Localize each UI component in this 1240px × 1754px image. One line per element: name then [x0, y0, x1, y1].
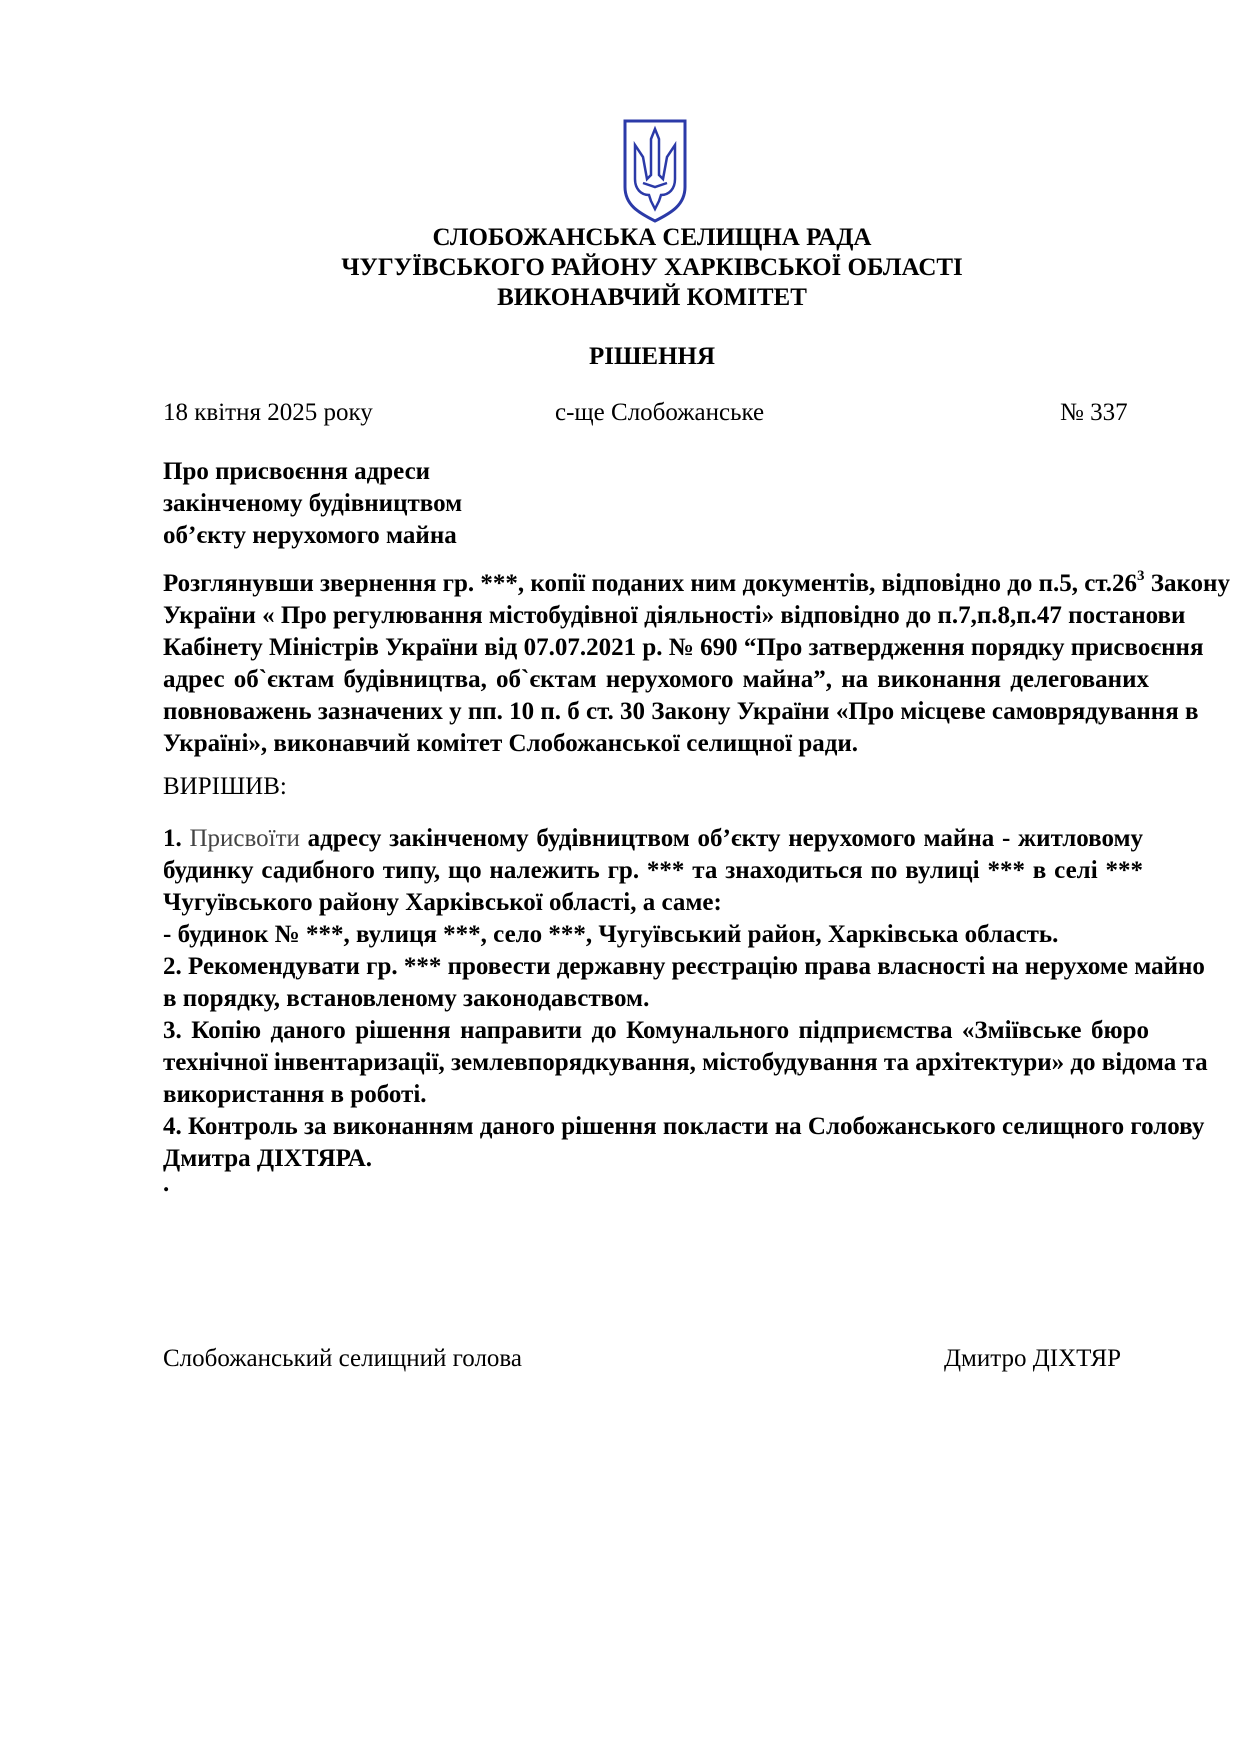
item-text: адресу закінченому будівництвом об’єкту нерухомого майна - житловому — [299, 825, 1144, 852]
preamble-line: Україні», виконавчий комітет Слобожанської селищної ради. — [163, 730, 859, 757]
item-number: 1. — [163, 825, 190, 852]
preamble-line: повноважень зазначених у пп. 10 п. б ст. 30 Закону України «Про місцеве самоврядування в — [163, 698, 1199, 725]
item-line — [163, 823, 1143, 855]
decision-place: с-ще Слобожанське — [555, 399, 765, 426]
item-line: - будинок № ***, вулиця ***, село ***, Чугуївський район, Харківська область. — [163, 921, 1059, 948]
decision-date: 18 квітня 2025 року — [163, 399, 373, 426]
decision-items — [163, 823, 1208, 1175]
item-line: технічної інвентаризації, землевпорядкування, містобудування та архітектури» до відома та — [163, 1049, 1208, 1076]
item-line: в порядку, встановленому законодавством. — [163, 985, 650, 1012]
item-line: 4. Контроль за виконанням даного рішення покласти на Слобожанського селищного голову — [163, 1113, 1205, 1140]
decision-number: № 337 — [1060, 399, 1128, 426]
preamble-paragraph — [163, 567, 1230, 760]
document-type: РІШЕННЯ — [588, 343, 716, 370]
decision-subject — [163, 456, 462, 552]
item-line: використання в роботі. — [163, 1081, 427, 1108]
preamble-line: адрес об`єктам будівництва, об`єктам нерухомого майна”, на виконання делегованих — [163, 666, 1149, 693]
coat-of-arms-emblem — [621, 117, 689, 224]
council-name: СЛОБОЖАНСЬКА СЕЛИЩНА РАДА — [432, 224, 872, 251]
item-line: 3. Копію даного рішення направити до Комунального підприємства «Зміївське бюро — [163, 1017, 1149, 1044]
item-line: Дмитра ДІХТЯРА. — [163, 1145, 373, 1172]
item-line: 2. Рекомендувати гр. *** провести державну реєстрацію права власності на нерухоме майно — [163, 953, 1205, 980]
signer-position: Слобожанський селищний голова — [163, 1345, 522, 1372]
subject-line: закінченому будівництвом — [163, 490, 463, 517]
preamble-line — [163, 567, 1230, 600]
resolved-heading: ВИРІШИВ: — [163, 773, 287, 800]
subject-line: об’єкту нерухомого майна — [163, 522, 457, 549]
subject-line: Про присвоєння адреси — [163, 458, 431, 485]
superscript: 3 — [1137, 567, 1145, 584]
stray-dot: . — [163, 1170, 170, 1197]
preamble-text: Закону — [1144, 570, 1230, 597]
item-verb: Присвоїти — [189, 825, 300, 852]
committee-name: ВИКОНАВЧИЙ КОМІТЕТ — [497, 284, 807, 311]
district-name: ЧУГУЇВСЬКОГО РАЙОНУ ХАРКІВСЬКОЇ ОБЛАСТІ — [341, 254, 963, 281]
preamble-line: Кабінету Міністрів України від 07.07.2021 р. № 690 “Про затвердження порядку присвоєння — [163, 634, 1204, 661]
preamble-line: України « Про регулювання містобудівної діяльності» відповідно до п.7,п.8,п.47 постанови — [163, 602, 1186, 629]
preamble-text: Розглянувши звернення гр. ***, копії поданих ним документів, відповідно до п.5, ст.26 — [163, 570, 1138, 597]
signer-name: Дмитро ДІХТЯР — [944, 1345, 1122, 1372]
item-line: будинку садибного типу, що належить гр. *** та знаходиться по вулиці *** в селі *** — [163, 857, 1143, 884]
item-line: Чугуївського району Харківської області, а саме: — [163, 889, 722, 916]
